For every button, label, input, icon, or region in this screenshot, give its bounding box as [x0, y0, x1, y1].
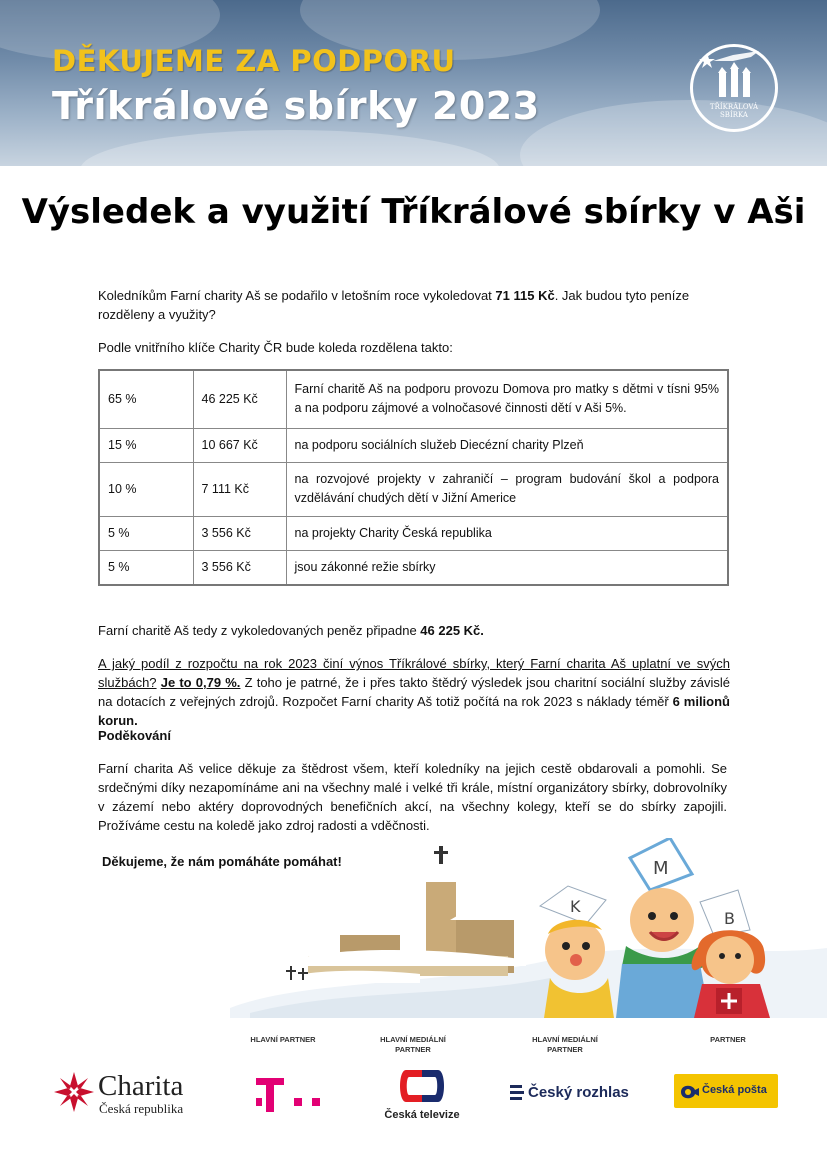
budget-question: A jaký podíl z rozpočtu na rok 2023 činí výnos Tříkrálové sbírky, který Farní charita Aš uplatní ve svých službách?: [98, 656, 730, 690]
collected-amount: 71 115 Kč: [495, 288, 555, 303]
table-row: [99, 428, 728, 462]
percent-cell: 15 %: [99, 428, 193, 462]
cesky-rozhlas-logo: Český rozhlas: [528, 1084, 629, 1101]
distribution-table: [98, 369, 729, 586]
seal-text: TŘÍKRÁLOVÁ SBÍRKA: [709, 103, 759, 119]
rozhlas-lines-icon: [510, 1084, 526, 1100]
church-icon: [282, 846, 526, 983]
partner-label-main: HLAVNÍ PARTNER: [250, 1035, 316, 1044]
thanks-paragraph: Farní charita Aš velice děkuje za štědrost všem, kteří koledníky na jejich cestě obdarovali a pomohli. Se srdečnými díky nezapomínáme ani na všechny malé i velké tři krále, místní organizátory sbírky, dobrovolníky v zázemí nebo aktéry doprovodných benefičních akcí, na všechny kolegy, kteří se do sbírky zapojili. Prožíváme cestu na koledě jako zdroj radosti a vděčnosti.: [98, 761, 727, 833]
ct-emblem-icon: [396, 1066, 448, 1106]
table-row: [99, 550, 728, 585]
partner-label-media-2: HLAVNÍ MEDIÁLNÍ PARTNER: [532, 1035, 598, 1054]
ceska-posta-name: Česká pošta: [702, 1084, 767, 1096]
amount-cell: 7 111 Kč: [193, 462, 286, 516]
charita-cross-icon: [52, 1070, 96, 1114]
crowns-icon: [693, 47, 781, 107]
charity-share-amount: 46 225 Kč.: [420, 623, 484, 638]
purpose-cell: na rozvojové projekty v zahraničí – program budování škol a podpora vzdělávání chudých dětí v Jižní Americe: [286, 462, 728, 516]
three-kings-seal-logo: [690, 44, 778, 132]
page-title: Výsledek a využití Tříkrálové sbírky v Aši: [21, 192, 806, 232]
budget-total: 6 milionů korun.: [98, 694, 730, 728]
percent-cell: 65 %: [99, 370, 193, 428]
ceska-televize-logo: [396, 1066, 448, 1106]
charita-logo-subtitle: Česká republika: [99, 1101, 184, 1116]
purpose-cell: na projekty Charity Česká republika: [286, 516, 728, 550]
purpose-cell: jsou zákonné režie sbírky: [286, 550, 728, 585]
charita-logo-name: Charita: [98, 1070, 184, 1102]
hat-letter-k: K: [570, 897, 581, 916]
amount-cell: 3 556 Kč: [193, 516, 286, 550]
hat-letter-b: B: [724, 909, 735, 928]
purpose-cell: Farní charitě Aš na podporu provozu Domova pro matky s dětmi v tísni 95% a na podporu zájmové a volnočasové činnosti dětí v Aši 5%.: [286, 370, 728, 428]
intro-paragraph: Koledníkům Farní charity Aš se podařilo v letošním roce vykoledovat 71 115 Kč. Jak budou tyto peníze rozděleny a využity?: [98, 288, 690, 322]
hat-letter-m: M: [653, 858, 669, 879]
amount-cell: 10 667 Kč: [193, 428, 286, 462]
banner-thanks-heading: DĚKUJEME ZA PODPORU: [52, 44, 456, 78]
partner-label-partner: PARTNER: [710, 1035, 746, 1044]
budget-share-answer: Je to 0,79 %.: [160, 675, 241, 690]
percent-cell: 5 %: [99, 516, 193, 550]
header-banner: [0, 0, 827, 166]
three-kings-illustration: [230, 838, 827, 1018]
amount-cell: 46 225 Kč: [193, 370, 286, 428]
tmobile-t-icon: [256, 1074, 336, 1114]
budget-paragraph: A jaký podíl z rozpočtu na rok 2023 činí výnos Tříkrálové sbírky, který Farní charita Aš uplatní ve svých službách? Je to 0,79 %. Z toho je patrné, že i přes takto štědrý výsledek jsou charitní sociální služby závislé na dotacích z veřejných zdrojů. Rozpočet Farní charity Aš totiž počítá na rok 2023 s náklady téměř 6 milionů korun.: [98, 656, 730, 728]
amount-cell: 3 556 Kč: [193, 550, 286, 585]
post-horn-icon: [679, 1080, 701, 1102]
ceska-televize-name: Česká televize: [384, 1109, 460, 1121]
thanks-heading: Poděkování: [98, 728, 171, 743]
charity-share-paragraph: Farní charitě Aš tedy z vykoledovaných peněz připadne 46 225 Kč.: [98, 623, 484, 638]
purpose-cell: na podporu sociálních služeb Diecézní charity Plzeň: [286, 428, 728, 462]
banner-collection-name: Tříkrálové sbírky 2023: [52, 84, 540, 128]
table-row: [99, 370, 728, 428]
closing-line: Děkujeme, že nám pomáháte pomáhat!: [102, 854, 342, 869]
tmobile-logo: [256, 1074, 336, 1114]
partner-label-media-1: HLAVNÍ MEDIÁLNÍ PARTNER: [380, 1035, 446, 1054]
percent-cell: 10 %: [99, 462, 193, 516]
table-row: [99, 462, 728, 516]
distribution-key-intro: Podle vnitřního klíče Charity ČR bude koleda rozdělena takto:: [98, 340, 453, 355]
percent-cell: 5 %: [99, 550, 193, 585]
charita-logo: [52, 1068, 212, 1118]
ceska-posta-logo: [674, 1074, 778, 1108]
table-row: [99, 516, 728, 550]
